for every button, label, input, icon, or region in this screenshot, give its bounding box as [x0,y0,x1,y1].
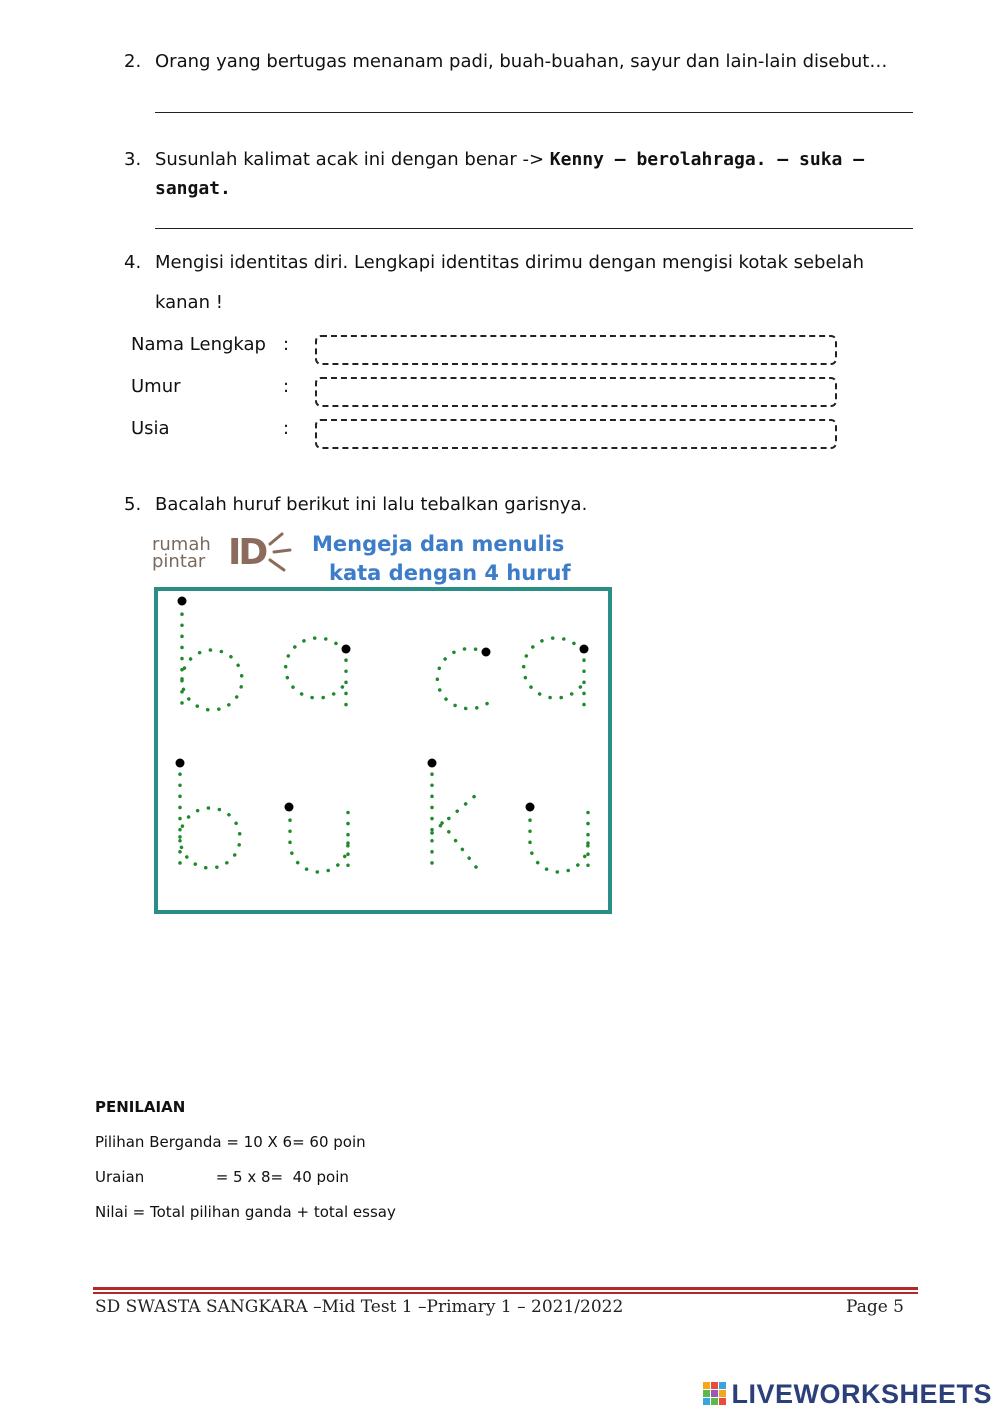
trace-letter-a [286,638,344,698]
field-colon: : [283,376,290,397]
question-text: Orang yang bertugas menanam padi, buah-buahan, sayur dan lain-lain disebut… [155,51,888,72]
trace-letter-b2-bowl [180,808,240,868]
trace-letter-k [432,763,476,867]
question-number: 5. [124,494,142,515]
liveworksheets-icon [703,1382,727,1406]
start-dot [285,803,294,812]
tracing-frame [154,587,612,914]
question-number: 3. [124,149,142,170]
trace-letter-u [290,809,348,872]
scrambled-words: Kenny – berolahraga. – suka – [549,149,865,170]
scrambled-words-end: sangat. [155,178,231,199]
umur-input[interactable] [315,377,837,407]
rumah-pintar-logo-text [152,536,211,570]
tracing-title-line-2: kata dengan 4 huruf [329,561,571,585]
trace-letter-u2 [530,809,588,872]
scoring-heading: PENILAIAN [95,1098,186,1116]
start-dot [178,597,187,606]
footer-title: SD SWASTA SANGKARA –Mid Test 1 –Primary 1 – 2021/2022 [95,1297,624,1317]
answer-line-q2[interactable] [155,112,913,113]
nama-lengkap-input[interactable] [315,335,837,365]
start-dot [428,759,437,768]
question-text-continued: kanan ! [155,292,223,313]
question-number: 4. [124,252,142,273]
question-text [155,145,895,175]
start-dot [580,645,589,654]
answer-line-q3[interactable] [155,228,913,229]
tracing-title [312,530,571,588]
scoring-line: Nilai = Total pilihan ganda + total essay [95,1203,396,1221]
logo-line-2: pintar [152,551,206,572]
question-text: Bacalah huruf berikut ini lalu tebalkan garisnya. [155,494,588,515]
scoring-line: Pilihan Berganda = 10 X 6= 60 poin [95,1133,366,1151]
sun-rays-icon [260,530,294,574]
question-text: Mengisi identitas diri. Lengkapi identitas dirimu dengan mengisi kotak sebelah [155,252,864,273]
start-dot [482,648,491,657]
trace-letter-b-bowl [182,650,242,710]
liveworksheets-text: LIVEWORKSHEETS [731,1378,992,1409]
logo-line-1: rumah [152,534,211,555]
field-label-nama: Nama Lengkap [131,334,266,355]
tracing-title-line-1: Mengeja dan menulis [312,532,565,556]
field-label-umur: Umur [131,376,181,397]
field-colon: : [283,418,290,439]
footer-divider-thin [93,1292,918,1294]
start-dot [176,759,185,768]
start-dot [342,645,351,654]
trace-letter-c [437,649,488,709]
field-label-usia: Usia [131,418,170,439]
field-colon: : [283,334,290,355]
tracing-header [152,528,612,586]
dotted-letters[interactable] [158,591,608,910]
trace-letter-a2 [524,638,582,698]
id-logo-mark: ID [228,532,266,573]
usia-input[interactable] [315,419,837,449]
start-dot [526,803,535,812]
liveworksheets-logo[interactable] [703,1380,992,1408]
question-number: 2. [124,51,142,72]
scoring-line: Uraian = 5 x 8= 40 poin [95,1168,349,1186]
question-text-plain: Susunlah kalimat acak ini dengan benar -> [155,149,550,170]
footer-divider [93,1287,918,1290]
page-number: Page 5 [846,1297,904,1317]
